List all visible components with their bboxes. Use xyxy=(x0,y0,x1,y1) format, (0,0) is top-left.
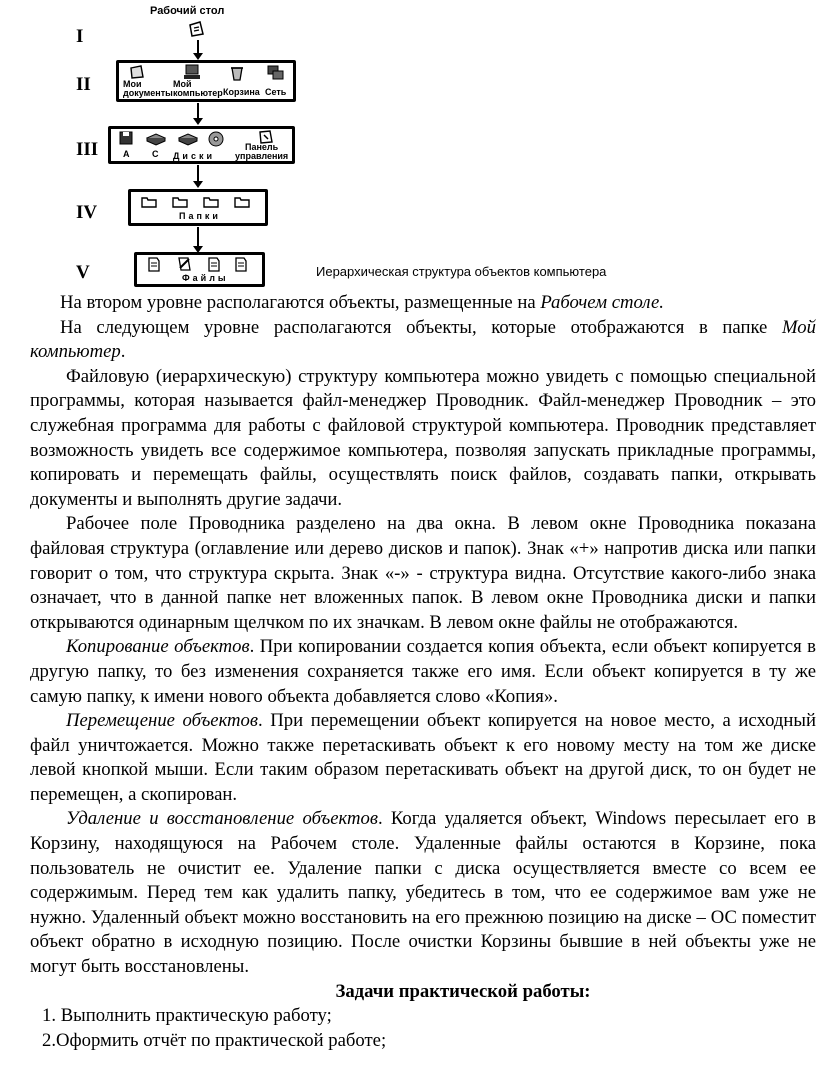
file-icon xyxy=(234,257,248,273)
paragraph-4: Рабочее поле Проводника разделено на два окна. В левом окне Проводника показана файловая структура (оглавление или дерево дисков и папок). Знак «+» напротив диска или папки говорит о том, что структура скрыта. Знак «-» - структура видна. Отсутствие какого-либо знака означает, что в данной папке нет вложенных папок. В левом окне Проводника диски и папки открываются одинарным щелчком по их значкам. В левом окне файлы не отображаются. xyxy=(30,513,816,633)
diagram-caption: Иерархическая структура объектов компьютера xyxy=(316,264,607,279)
my-computer-icon xyxy=(183,64,201,80)
floppy-drive-icon xyxy=(118,130,134,146)
hierarchy-diagram xyxy=(0,0,816,290)
paragraph-6: Перемещение объектов. При перемещении объект копируется на новое место, а исходный файл уничтожается. Можно также перетаскивать объект к его новому месту на том же диске левой кнопкой мыши. Если таким образом перетаскивать объект на другой диск, то он будет не перемещен, а скопирован. xyxy=(30,710,816,805)
paragraph-7: Удаление и восстановление объектов. Когда удаляется объект, Windows пересылает его в Корзину, находящуюся на Рабочем столе. Удаленные файлы остаются в Корзине, пока пользователь не очистит ее. Удаление папки с диска осуществляется вместе со всем ее содержимым. Перед тем как удалить папку, убедитесь в том, что ее содержимое вам уже не нужно. Удаленный объект можно восстановить на его прежнюю позицию на диске – ОС поместит объект обратно в исходную позицию. После очистки Корзины бывшие в ней объекты уже не могут быть восстановлены. xyxy=(30,808,816,978)
paragraph-3: Файловую (иерархическую) структуру компьютера можно увидеть с помощью специальной программы, которая называется файл-менеджер Проводник. Файл-менеджер Проводник – это служебная программа для работы с файловой структурой компьютера. Проводник представляет возможность увидеть все содержимое компьютера, позволяя запускать прикладные программы, копировать и перемещать файлы, осуществлять поиск файлов, создавать папки, открывать документы и выполнять другие задачи. xyxy=(30,365,816,510)
desktop-icon xyxy=(188,20,206,38)
drive-a-label: А xyxy=(123,149,130,159)
arrow-1 xyxy=(197,40,199,54)
network-label: Сеть xyxy=(265,87,287,97)
level-label-5: V xyxy=(76,262,90,283)
my-documents-icon xyxy=(129,64,145,80)
document-body xyxy=(30,291,816,1053)
file-icon xyxy=(177,256,193,272)
folder-icon xyxy=(172,196,188,208)
my-documents-label: Мои документы xyxy=(123,79,173,98)
task-item-2: 2.Оформить отчёт по практической работе; xyxy=(42,1029,387,1051)
level2-box xyxy=(116,60,296,102)
recycle-bin-label: Корзина xyxy=(223,87,260,97)
file-icon xyxy=(147,257,161,273)
drive-c-label: С xyxy=(152,149,159,159)
folder-icon xyxy=(141,196,157,208)
arrow-4 xyxy=(197,227,199,247)
level-label-4: IV xyxy=(76,202,98,223)
cd-drive-icon xyxy=(207,130,225,148)
files-label: Файлы xyxy=(182,273,229,283)
task-item-1: 1. Выполнить практическую работу; xyxy=(42,1005,332,1027)
paragraph-2: На следующем уровне располагаются объекты, которые отображаются в папке Мой компьютер. xyxy=(30,316,816,363)
level-label-3: III xyxy=(76,139,99,160)
tasks-heading: Задачи практической работы: xyxy=(335,980,591,1002)
level-label-2: II xyxy=(76,74,91,95)
level3-box xyxy=(108,126,295,164)
level5-box xyxy=(134,252,265,287)
level-label-1: I xyxy=(76,26,84,47)
network-icon xyxy=(266,65,284,81)
paragraph-5: Копирование объектов. При копировании создается копия объекта, если объект копируется в другую папку, то без изменения сохраняется также его имя. Если объект копируется в ту же самую папку, к имени нового объекта добавляется слово «Копия». xyxy=(30,636,816,707)
arrow-3 xyxy=(197,165,199,182)
folder-icon xyxy=(234,196,250,208)
control-panel-label: Панель управления xyxy=(235,142,289,161)
disks-label: Диски xyxy=(173,151,215,161)
folders-label: Папки xyxy=(179,211,221,221)
hard-drive-icon xyxy=(146,132,166,146)
paragraph-1: На втором уровне располагаются объекты, размещенные на Рабочем столе. xyxy=(60,292,664,313)
arrow-2 xyxy=(197,103,199,119)
my-computer-label: Мой компьютер xyxy=(173,79,223,98)
folder-icon xyxy=(203,196,219,208)
level4-box xyxy=(128,189,268,226)
disk-drive-icon xyxy=(178,132,198,146)
file-icon xyxy=(207,257,221,273)
recycle-bin-icon xyxy=(229,65,245,81)
desktop-title: Рабочий стол xyxy=(150,5,225,17)
